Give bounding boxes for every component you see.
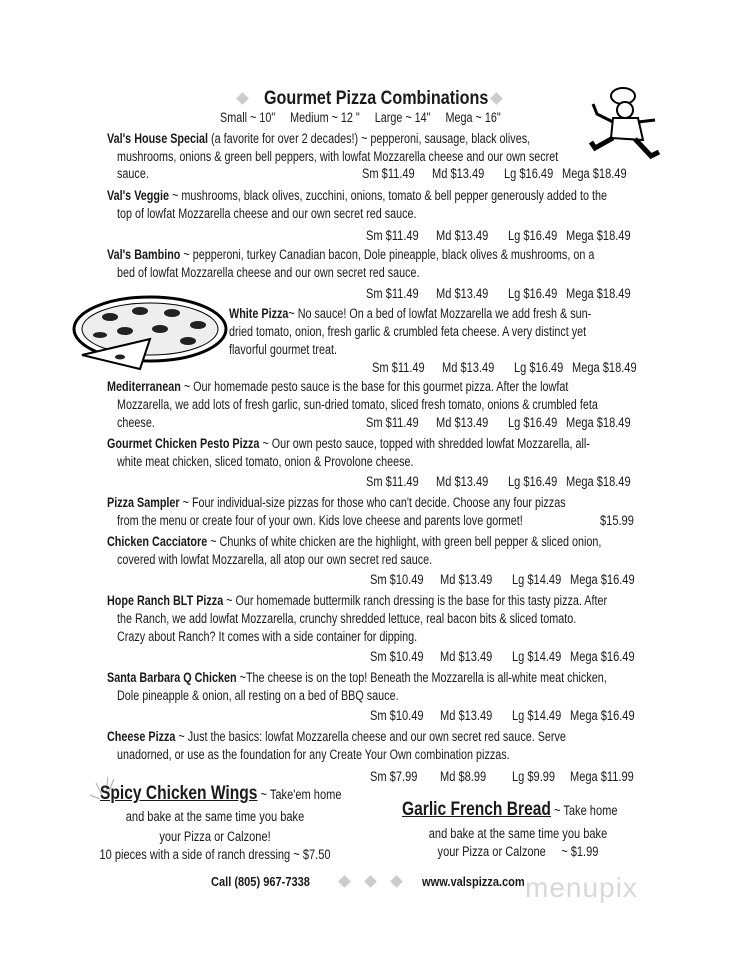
- price-lg: Lg $14.49: [512, 572, 562, 587]
- page-title: Gourmet Pizza Combinations: [264, 88, 489, 109]
- price-sm: Sm $10.49: [370, 708, 424, 723]
- price-md: Md $13.49: [440, 572, 493, 587]
- diamond-ornament: [236, 92, 249, 105]
- price-sm: Sm $10.49: [370, 572, 424, 587]
- item-description: flavorful gourmet treat.: [229, 342, 338, 357]
- menu-item-mediterranean: Mediterranean ~ Our homemade pesto sauce is the base for this gourmet pizza. After the lowfat: [107, 379, 569, 394]
- price-sm: Sm $11.49: [372, 360, 425, 375]
- item-description: cheese.: [117, 415, 155, 430]
- price-md: Md $13.49: [436, 474, 489, 489]
- wings-description: and bake at the same time you bake: [125, 809, 305, 824]
- price-md: Md $13.49: [436, 228, 489, 243]
- item-description: mushrooms, onions & green bell peppers, with lowfat Mozzarella cheese and our own secret: [117, 149, 559, 164]
- item-description: bed of lowfat Mozzarella cheese and our own secret red sauce.: [117, 265, 420, 280]
- item-description: dried tomato, onion, fresh garlic & crumbled feta cheese. A very distinct yet: [229, 324, 587, 339]
- menu-item-bambino: Val's Bambino ~ pepperoni, turkey Canadian bacon, Dole pineapple, black olives & mushrooms, on a: [107, 247, 595, 262]
- item-description: the Ranch, we add lowfat Mozzarella, crunchy shredded lettuce, real bacon bits & sliced tomato.: [117, 611, 577, 626]
- menu-item-cheese-pizza: Cheese Pizza ~ Just the basics: lowfat Mozzarella cheese and our own secret red sauce. Serve: [107, 729, 566, 744]
- price-md: Md $13.49: [432, 166, 485, 181]
- price-sm: Sm $11.49: [366, 474, 419, 489]
- item-description: white meat chicken, sliced tomato, onion & Provolone cheese.: [117, 454, 414, 469]
- item-description: covered with lowfat Mozzarella, all atop our own secret red sauce.: [117, 552, 433, 567]
- price-mega: Mega $16.49: [570, 708, 635, 723]
- price-lg: Lg $16.49: [504, 166, 554, 181]
- pizza-illustration: [70, 295, 230, 375]
- price-mega: Mega $16.49: [570, 649, 635, 664]
- price-mega: Mega $18.49: [566, 228, 631, 243]
- website-link[interactable]: www.valspizza.com: [422, 874, 525, 889]
- price-mega: Mega $16.49: [570, 572, 635, 587]
- menu-item-hope-ranch-blt: Hope Ranch BLT Pizza ~ Our homemade buttermilk ranch dressing is the base for this tasty pizza. After: [107, 593, 608, 608]
- bread-heading: Garlic French Bread ~ Take home: [402, 799, 618, 820]
- watermark: menupix: [525, 872, 638, 903]
- price-lg: Lg $16.49: [508, 228, 558, 243]
- item-description: Crazy about Ranch? It comes with a side container for dipping.: [117, 629, 418, 644]
- price-md: Md $13.49: [440, 649, 493, 664]
- item-description: Mozzarella, we add lots of fresh garlic, sun-dried tomato, sliced fresh tomato, onions & crumbled feta: [117, 397, 598, 412]
- price-lg: Lg $16.49: [508, 286, 558, 301]
- price-lg: Lg $14.49: [512, 649, 562, 664]
- price-mega: Mega $11.99: [570, 769, 634, 784]
- wings-price: 10 pieces with a side of ranch dressing ~ $7.50: [99, 847, 331, 862]
- menu-item-white-pizza: White Pizza~ No sauce! On a bed of lowfat Mozzarella we add fresh & sun-: [229, 306, 592, 321]
- price-lg: Lg $16.49: [508, 474, 558, 489]
- item-description: top of lowfat Mozzarella cheese and our own secret red sauce.: [117, 206, 417, 221]
- bread-price: your Pizza or Calzone ~ $1.99: [437, 844, 599, 859]
- item-description: from the menu or create four of your own. Kids love cheese and parents love gormet!: [117, 513, 523, 528]
- price-md: Md $13.49: [442, 360, 495, 375]
- phone-number[interactable]: Call (805) 967-7338: [211, 874, 310, 889]
- price-lg: Lg $9.99: [512, 769, 556, 784]
- menu-item-santa-barbara-q-chicken: Santa Barbara Q Chicken ~The cheese is on the top! Beneath the Mozzarella is all-white meat chicken,: [107, 670, 607, 685]
- price-md: Md $13.49: [436, 415, 489, 430]
- price-lg: Lg $16.49: [514, 360, 564, 375]
- wings-heading: Spicy Chicken Wings ~ Take'em home: [100, 783, 342, 804]
- wings-description: your Pizza or Calzone!: [159, 829, 271, 844]
- price-mega: Mega $18.49: [566, 286, 631, 301]
- price-mega: Mega $18.49: [566, 474, 631, 489]
- item-description: unadorned, or use as the foundation for any Create Your Own combination pizzas.: [117, 747, 510, 762]
- size-guide: Small ~ 10" Medium ~ 12 " Large ~ 14" Mega ~ 16": [220, 110, 501, 125]
- price-md: Md $13.49: [436, 286, 489, 301]
- price-lg: Lg $16.49: [508, 415, 558, 430]
- bread-description: and bake at the same time you bake: [428, 826, 608, 841]
- price-md: Md $13.49: [440, 708, 493, 723]
- diamond-ornament: [338, 875, 351, 888]
- price-sm: Sm $11.49: [362, 166, 415, 181]
- price-sm: Sm $11.49: [366, 415, 419, 430]
- price-mega: Mega $18.49: [566, 415, 631, 430]
- price: $15.99: [600, 513, 634, 528]
- diamond-ornament: [364, 875, 377, 888]
- menu-item-chicken-cacciatore: Chicken Cacciatore ~ Chunks of white chicken are the highlight, with green bell pepper & sliced onion,: [107, 534, 602, 549]
- price-lg: Lg $14.49: [512, 708, 562, 723]
- price-sm: Sm $10.49: [370, 649, 424, 664]
- chef-illustration: [583, 82, 663, 162]
- price-sm: Sm $11.49: [366, 228, 419, 243]
- item-description: Dole pineapple & onion, all resting on a bed of BBQ sauce.: [117, 688, 399, 703]
- item-description: sauce.: [117, 166, 149, 181]
- diamond-ornament: [390, 875, 403, 888]
- menu-item-veggie: Val's Veggie ~ mushrooms, black olives, zucchini, onions, tomato & bell pepper generously added to the: [107, 188, 607, 203]
- price-mega: Mega $18.49: [562, 166, 627, 181]
- menu-item-pizza-sampler: Pizza Sampler ~ Four individual-size pizzas for those who can't decide. Choose any four pizzas: [107, 495, 566, 510]
- price-mega: Mega $18.49: [572, 360, 637, 375]
- diamond-ornament: [490, 92, 503, 105]
- menu-item-house-special: Val's House Special (a favorite for over 2 decades!) ~ pepperoni, sausage, black olives,: [107, 131, 531, 146]
- menu-item-chicken-pesto: Gourmet Chicken Pesto Pizza ~ Our own pesto sauce, topped with shredded lowfat Mozzarella, all-: [107, 436, 590, 451]
- price-sm: Sm $11.49: [366, 286, 419, 301]
- price-sm: Sm $7.99: [370, 769, 418, 784]
- price-md: Md $8.99: [440, 769, 487, 784]
